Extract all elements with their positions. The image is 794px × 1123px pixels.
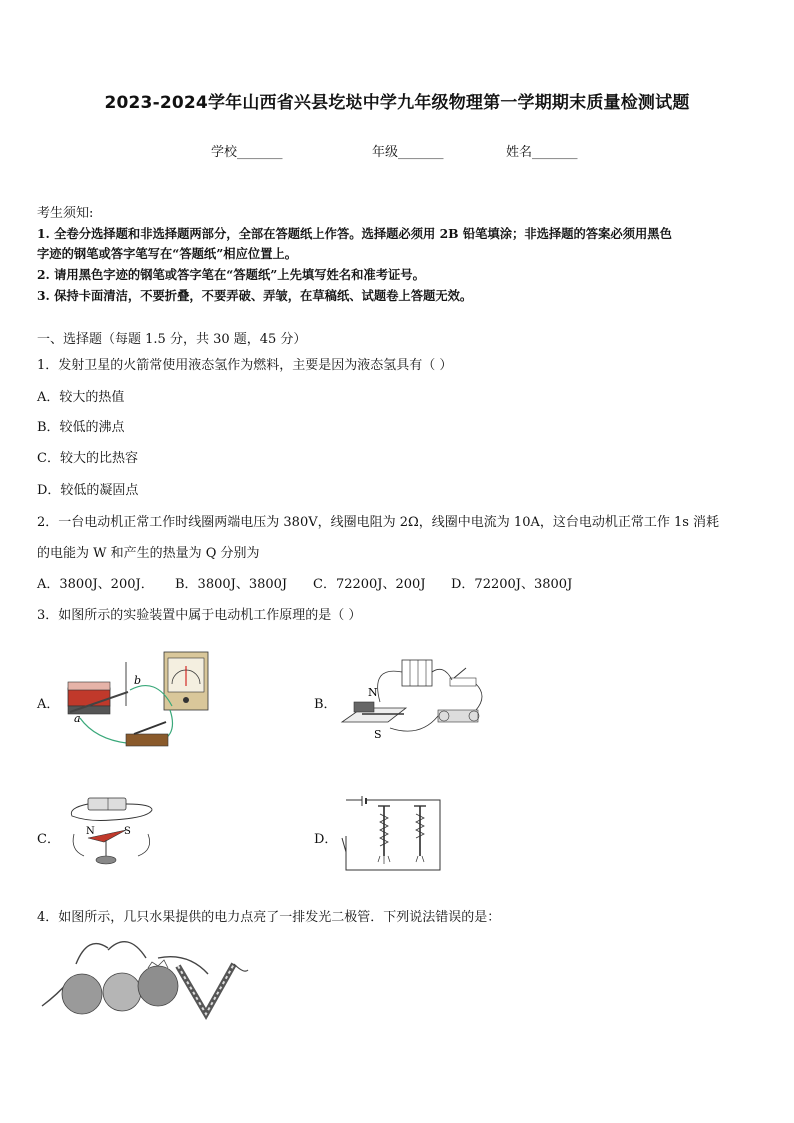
notice-heading: 考生须知: — [37, 206, 94, 221]
figure-d-electromagnet-circuit — [340, 792, 450, 874]
question-2-stem-line-1: 2．一台电动机正常工作时线圈两端电压为 380V，线圈电阻为 2Ω，线圈中电流为 10A，这台电动机正常工作 1s 消耗 — [37, 515, 720, 530]
question-1-option-a: A．较大的热值 — [37, 390, 125, 405]
name-field: 姓名_______ — [506, 145, 578, 160]
question-2-option-d: D．72200J、3800J — [451, 577, 573, 592]
figure-b-south-label: S — [374, 728, 382, 741]
figure-a-galvanometer-setup — [60, 646, 220, 752]
question-3-option-d-label: D． — [314, 832, 338, 847]
figure-c-north-label: N — [86, 826, 95, 837]
question-3-option-c-label: C． — [37, 832, 60, 847]
section-heading: 一、选择题（每题 1.5 分，共 30 题，45 分） — [37, 332, 307, 347]
figure-a-letter-b: b — [134, 674, 142, 687]
figure-c-south-label: S — [124, 826, 131, 837]
question-1-option-c: C．较大的比热容 — [37, 451, 138, 466]
notice-item-2: 2. 请用黑色字迹的钢笔或答字笔在“答题纸”上先填写姓名和准考证号。 — [37, 267, 425, 282]
figure-fruit-battery-leds — [38, 934, 250, 1020]
question-3-stem: 3．如图所示的实验装置中属于电动机工作原理的是（ ） — [37, 608, 362, 623]
notice-item-1-line-1: 1. 全卷分选择题和非选择题两部分，全部在答题纸上作答。选择题必须用 2B 铅笔填涂；非选择题的答案必须用黑色 — [37, 226, 672, 241]
question-4-stem: 4．如图所示，几只水果提供的电力点亮了一排发光二极管．下列说法错误的是： — [37, 910, 501, 925]
school-field: 学校_______ — [211, 145, 283, 160]
notice-item-3: 3. 保持卡面清洁，不要折叠，不要弄破、弄皱，在草稿纸、试题卷上答题无效。 — [37, 288, 473, 303]
question-1-option-b: B．较低的沸点 — [37, 420, 125, 435]
grade-field: 年级_______ — [372, 145, 444, 160]
question-2-option-b: B．3800J、3800J — [175, 577, 288, 592]
question-3-option-b-label: B． — [314, 697, 337, 712]
figure-b-north-label: N — [368, 686, 378, 699]
figure-b-circuit-with-magnet — [340, 652, 490, 742]
figure-a-letter-a: a — [74, 712, 81, 725]
question-1-option-d: D．较低的凝固点 — [37, 483, 139, 498]
figure-c-compass-under-wire — [64, 794, 160, 872]
question-2-stem-line-2: 的电能为 W 和产生的热量为 Q 分别为 — [37, 546, 260, 561]
question-3-option-a-label: A． — [37, 697, 60, 712]
notice-item-1-line-2: 字迹的钢笔或答字笔写在“答题纸”相应位置上。 — [37, 246, 298, 261]
question-2-option-a: A．3800J、200J． — [37, 577, 154, 592]
question-1-stem: 1．发射卫星的火箭常使用液态氢作为燃料，主要是因为液态氢具有（ ） — [37, 358, 453, 373]
question-2-option-c: C．72200J、200J — [313, 577, 426, 592]
exam-title: 2023-2024学年山西省兴县圪垯中学九年级物理第一学期期末质量检测试题 — [104, 93, 690, 113]
